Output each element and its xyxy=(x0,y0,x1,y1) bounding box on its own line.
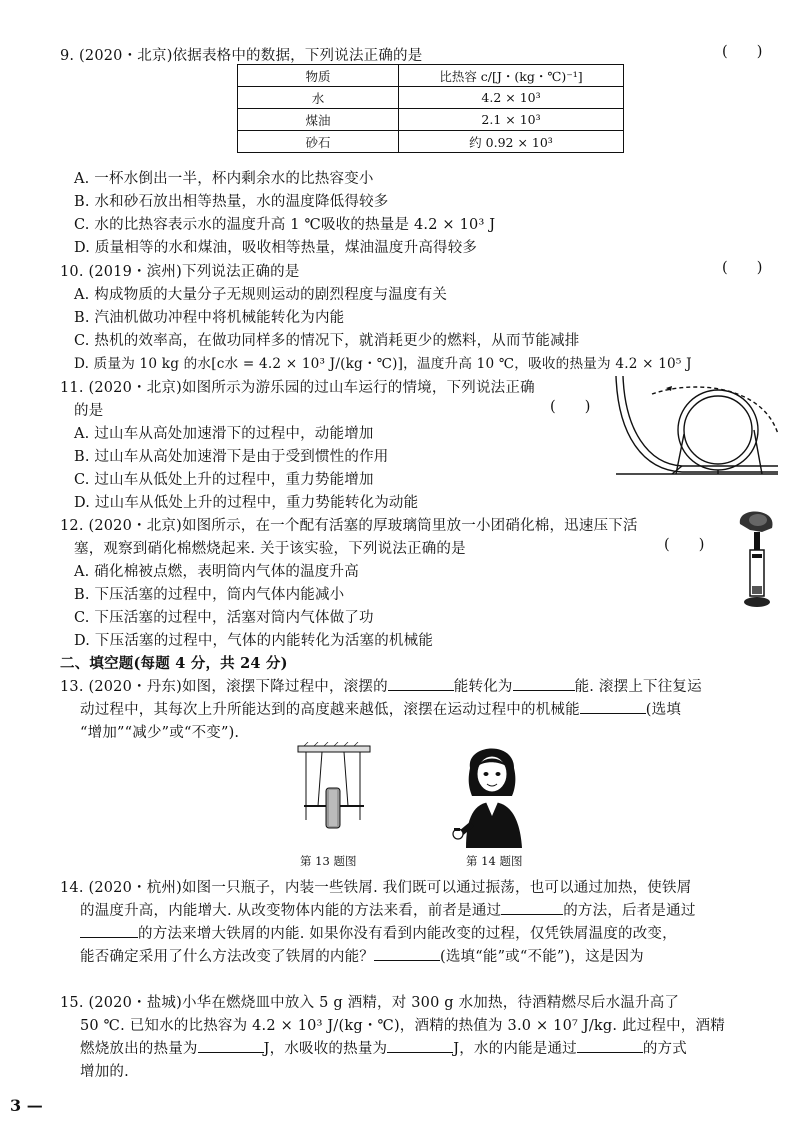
page-number: 3 — xyxy=(10,1096,43,1115)
q13-line2-a: 动过程中，其每次上升所能达到的高度越来越低，滚摆在运动过程中的机械能 xyxy=(80,702,580,718)
q14-line3-text: 的方法来增大铁屑的内能. 如果你没有看到内能改变的过程，仅凭铁屑温度的改变， xyxy=(138,926,677,942)
q11-option-a: A. 过山车从高处加速滑下的过程中，动能增加 xyxy=(74,426,374,442)
specific-heat-table xyxy=(237,64,624,153)
table-header-cell: 物质 xyxy=(238,65,399,87)
table-cell: 4.2 × 10³ xyxy=(399,87,624,109)
maxwell-wheel-figure xyxy=(294,742,374,850)
q13-blank-1[interactable] xyxy=(388,677,454,691)
table-header-cell: 比热容 c/[J・(kg・℃)⁻¹] xyxy=(399,65,624,87)
q13-line3: “增加”“减少”或“不变”). xyxy=(80,725,240,741)
table-row xyxy=(238,131,624,153)
table-cell: 砂石 xyxy=(238,131,399,153)
q9-option-c: C. 水的比热容表示水的温度升高 1 ℃吸收的热量是 4.2 × 10³ J xyxy=(74,217,496,233)
q14-line2-a: 的温度升高，内能增大. 从改变物体内能的方法来看，前者是通过 xyxy=(80,903,502,919)
q11-stem-line2: 的是 xyxy=(74,403,104,419)
table-header-row xyxy=(238,65,624,87)
q9-option-a: A. 一杯水倒出一半，杯内剩余水的比热容变小 xyxy=(74,171,374,187)
q12-option-d: D. 下压活塞的过程中，气体的内能转化为活塞的机械能 xyxy=(74,633,434,649)
q15-line3-d: 的方式 xyxy=(642,1041,687,1057)
q9-answer-paren[interactable]: ( ) xyxy=(722,44,763,60)
q15-line4: 增加的. xyxy=(80,1064,129,1080)
q13-line1-c: 能. 滚摆上下往复运 xyxy=(574,679,702,695)
q9-option-d: D. 质量相等的水和煤油，吸收相等热量，煤油温度升高得较多 xyxy=(74,240,478,256)
q14-blank-2[interactable] xyxy=(80,924,138,938)
q12-stem-line2: 塞，观察到硝化棉燃烧起来. 关于该实验，下列说法正确的是 xyxy=(74,541,466,557)
table-cell: 约 0.92 × 10³ xyxy=(399,131,624,153)
roller-coaster-figure xyxy=(612,374,782,478)
table-cell: 水 xyxy=(238,87,399,109)
q14-blank-3[interactable] xyxy=(374,947,440,961)
table-cell: 2.1 × 10³ xyxy=(399,109,624,131)
table-cell: 煤油 xyxy=(238,109,399,131)
q13-blank-3[interactable] xyxy=(580,700,646,714)
q10-stem: 10. (2019・滨州)下列说法正确的是 xyxy=(60,264,300,280)
q15-line3 xyxy=(80,1037,687,1058)
q15-line1: 15. (2020・盐城)小华在燃烧皿中放入 5 g 酒精，对 300 g 水加热，待酒精燃尽后水温升高了 xyxy=(60,995,680,1011)
q12-option-a: A. 硝化棉被点燃，表明筒内气体的温度升高 xyxy=(74,564,359,580)
q15-line2: 50 ℃. 已知水的比热容为 4.2 × 10³ J/(kg・℃)，酒精的热值为 3.0 × 10⁷ J/kg. 此过程中，酒精 xyxy=(80,1018,725,1034)
q10-option-a: A. 构成物质的大量分子无规则运动的剧烈程度与温度有关 xyxy=(74,287,448,303)
q13-blank-2[interactable] xyxy=(513,677,575,691)
q11-option-d: D. 过山车从低处上升的过程中，重力势能转化为动能 xyxy=(74,495,419,511)
section-2-title: 二、填空题(每题 4 分，共 24 分) xyxy=(60,655,288,672)
q14-line4-a: 能否确定采用了什么方法改变了铁屑的内能？ xyxy=(80,949,374,965)
q12-stem-line1: 12. (2020・北京)如图所示，在一个配有活塞的厚玻璃筒里放一小团硝化棉，迅速压下活 xyxy=(60,518,638,534)
q9-option-b: B. 水和砂石放出相等热量，水的温度降低得较多 xyxy=(74,194,389,210)
q11-option-c: C. 过山车从低处上升的过程中，重力势能增加 xyxy=(74,472,374,488)
q11-option-b: B. 过山车从高处加速滑下是由于受到惯性的作用 xyxy=(74,449,389,465)
q14-blank-1[interactable] xyxy=(501,901,563,915)
table-row xyxy=(238,87,624,109)
q11-stem-line1: 11. (2020・北京)如图所示为游乐园的过山车运行的情境，下列说法正确 xyxy=(60,380,535,396)
q15-line3-b: J，水吸收的热量为 xyxy=(263,1041,388,1057)
q10-option-d: D. 质量为 10 kg 的水[c水 = 4.2 × 10³ J/(kg・℃)]，温度升高 10 ℃，吸收的热量为 4.2 × 10⁵ J xyxy=(74,356,692,372)
q10-option-b: B. 汽油机做功冲程中将机械能转化为内能 xyxy=(74,310,345,326)
q10-option-c: C. 热机的效率高，在做功同样多的情况下，就消耗更少的燃料，从而节能减排 xyxy=(74,333,580,349)
glass-tube-piston-figure xyxy=(732,510,782,610)
q12-answer-paren[interactable]: ( ) xyxy=(664,537,705,553)
q13-line1-b: 能转化为 xyxy=(453,679,513,695)
q13-line1-a: 13. (2020・丹东)如图，滚摆下降过程中，滚摆的 xyxy=(60,679,388,695)
q15-blank-2[interactable] xyxy=(387,1039,453,1053)
q9-stem: 9. (2020・北京)依据表格中的数据，下列说法正确的是 xyxy=(60,48,423,64)
girl-holding-bottle-figure xyxy=(448,738,538,850)
q14-line1: 14. (2020・杭州)如图一只瓶子，内装一些铁屑. 我们既可以通过振荡，也可以通过加热，使铁屑 xyxy=(60,880,692,896)
table-row xyxy=(238,109,624,131)
q11-answer-paren[interactable]: ( ) xyxy=(550,399,591,415)
q15-blank-3[interactable] xyxy=(577,1039,643,1053)
q14-line2 xyxy=(80,899,696,920)
q14-line3 xyxy=(80,922,677,943)
q14-line2-b: 的方法，后者是通过 xyxy=(563,903,696,919)
q12-option-b: B. 下压活塞的过程中，筒内气体内能减小 xyxy=(74,587,345,603)
q15-blank-1[interactable] xyxy=(198,1039,264,1053)
q14-line4 xyxy=(80,945,644,966)
q15-line3-a: 燃烧放出的热量为 xyxy=(80,1041,198,1057)
q13-line2 xyxy=(80,698,681,719)
q13-figure-caption: 第 13 题图 xyxy=(300,854,357,868)
q10-answer-paren[interactable]: ( ) xyxy=(722,260,763,276)
q14-figure-caption: 第 14 题图 xyxy=(466,854,523,868)
q14-line4-b: (选填“能”或“不能”)，这是因为 xyxy=(440,949,644,965)
q13-line1 xyxy=(60,675,702,696)
q12-option-c: C. 下压活塞的过程中，活塞对筒内气体做了功 xyxy=(74,610,374,626)
q13-line2-b: (选填 xyxy=(645,702,682,718)
q15-line3-c: J，水的内能是通过 xyxy=(453,1041,577,1057)
